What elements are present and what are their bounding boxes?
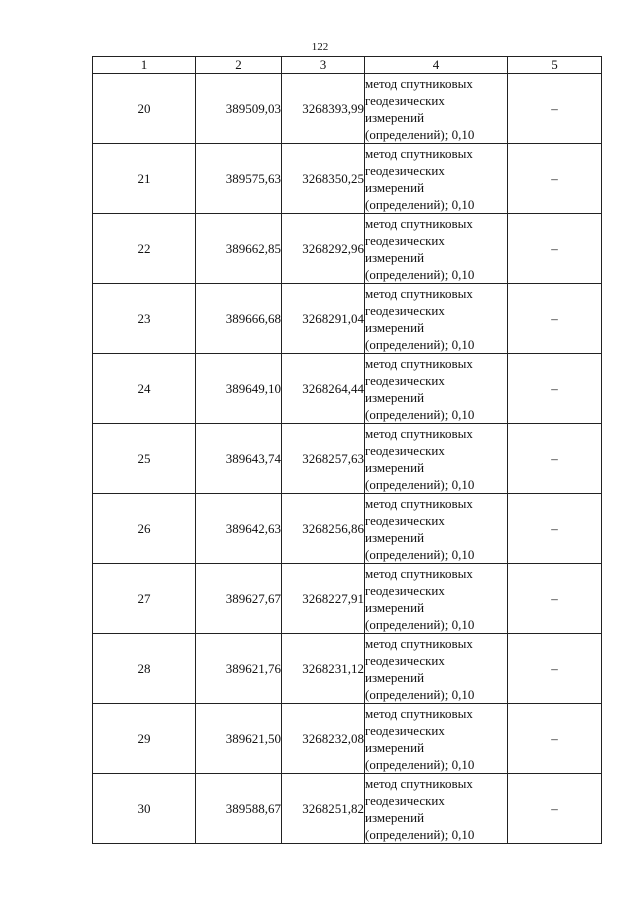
method-line: геодезических — [365, 442, 445, 458]
y-coordinate-cell: 3268251,82 — [282, 774, 365, 844]
accuracy-cell: – — [508, 144, 602, 214]
method-line: измерений — [365, 669, 425, 685]
x-coordinate-cell: 389649,10 — [196, 354, 282, 424]
x-coordinate-cell: 389643,74 — [196, 424, 282, 494]
accuracy-cell: – — [508, 74, 602, 144]
method-line: (определений); 0,10 — [365, 406, 475, 422]
method-cell — [365, 354, 508, 424]
method-cell — [365, 284, 508, 354]
column-header-5: 5 — [508, 57, 602, 74]
method-line: геодезических — [365, 792, 445, 808]
point-number-cell: 29 — [93, 704, 196, 774]
method-cell — [365, 704, 508, 774]
y-coordinate-cell: 3268393,99 — [282, 74, 365, 144]
y-coordinate-cell: 3268350,25 — [282, 144, 365, 214]
y-coordinate-cell: 3268232,08 — [282, 704, 365, 774]
table-row — [93, 214, 602, 284]
x-coordinate-cell: 389642,63 — [196, 494, 282, 564]
method-line: геодезических — [365, 232, 445, 248]
table-row — [93, 74, 602, 144]
method-line: (определений); 0,10 — [365, 126, 475, 142]
point-number-cell: 23 — [93, 284, 196, 354]
point-number-cell: 28 — [93, 634, 196, 704]
method-line: геодезических — [365, 722, 445, 738]
accuracy-cell: – — [508, 284, 602, 354]
accuracy-cell: – — [508, 354, 602, 424]
method-line: геодезических — [365, 92, 445, 108]
accuracy-cell: – — [508, 214, 602, 284]
method-cell — [365, 74, 508, 144]
table-row — [93, 284, 602, 354]
column-header-2: 2 — [196, 57, 282, 74]
method-line: (определений); 0,10 — [365, 616, 475, 632]
method-line: измерений — [365, 249, 425, 265]
table-body — [93, 57, 602, 844]
method-line: (определений); 0,10 — [365, 756, 475, 772]
method-line: метод спутниковых — [365, 635, 473, 651]
method-line: метод спутниковых — [365, 705, 473, 721]
coordinates-table — [92, 56, 602, 844]
method-line: геодезических — [365, 162, 445, 178]
accuracy-cell: – — [508, 704, 602, 774]
accuracy-cell: – — [508, 424, 602, 494]
method-line: измерений — [365, 109, 425, 125]
y-coordinate-cell: 3268264,44 — [282, 354, 365, 424]
method-line: (определений); 0,10 — [365, 336, 475, 352]
point-number-cell: 24 — [93, 354, 196, 424]
point-number-cell: 20 — [93, 74, 196, 144]
method-line: измерений — [365, 739, 425, 755]
table-row — [93, 564, 602, 634]
method-line: метод спутниковых — [365, 285, 473, 301]
method-cell — [365, 144, 508, 214]
method-cell — [365, 564, 508, 634]
method-line: измерений — [365, 599, 425, 615]
table-row — [93, 774, 602, 844]
table-row — [93, 704, 602, 774]
method-line: геодезических — [365, 512, 445, 528]
method-line: метод спутниковых — [365, 145, 473, 161]
y-coordinate-cell: 3268291,04 — [282, 284, 365, 354]
method-line: метод спутниковых — [365, 565, 473, 581]
x-coordinate-cell: 389588,67 — [196, 774, 282, 844]
x-coordinate-cell: 389627,67 — [196, 564, 282, 634]
point-number-cell: 26 — [93, 494, 196, 564]
y-coordinate-cell: 3268257,63 — [282, 424, 365, 494]
method-cell — [365, 634, 508, 704]
table-row — [93, 424, 602, 494]
method-line: геодезических — [365, 582, 445, 598]
method-cell — [365, 494, 508, 564]
point-number-cell: 25 — [93, 424, 196, 494]
point-number-cell: 22 — [93, 214, 196, 284]
method-line: измерений — [365, 319, 425, 335]
method-line: (определений); 0,10 — [365, 826, 475, 842]
method-line: (определений); 0,10 — [365, 476, 475, 492]
accuracy-cell: – — [508, 494, 602, 564]
method-line: измерений — [365, 179, 425, 195]
method-line: (определений); 0,10 — [365, 686, 475, 702]
method-line: метод спутниковых — [365, 75, 473, 91]
method-cell — [365, 214, 508, 284]
y-coordinate-cell: 3268292,96 — [282, 214, 365, 284]
method-line: измерений — [365, 389, 425, 405]
x-coordinate-cell: 389509,03 — [196, 74, 282, 144]
method-line: метод спутниковых — [365, 425, 473, 441]
method-line: геодезических — [365, 372, 445, 388]
table-row — [93, 354, 602, 424]
method-line: измерений — [365, 809, 425, 825]
page-number: 122 — [311, 41, 329, 53]
method-line: (определений); 0,10 — [365, 546, 475, 562]
method-cell — [365, 774, 508, 844]
point-number-cell: 21 — [93, 144, 196, 214]
method-line: измерений — [365, 459, 425, 475]
method-line: геодезических — [365, 302, 445, 318]
method-line: (определений); 0,10 — [365, 266, 475, 282]
point-number-cell: 27 — [93, 564, 196, 634]
method-line: геодезических — [365, 652, 445, 668]
accuracy-cell: – — [508, 564, 602, 634]
method-cell — [365, 424, 508, 494]
method-line: метод спутниковых — [365, 775, 473, 791]
x-coordinate-cell: 389621,50 — [196, 704, 282, 774]
column-header-3: 3 — [282, 57, 365, 74]
x-coordinate-cell: 389575,63 — [196, 144, 282, 214]
method-line: метод спутниковых — [365, 215, 473, 231]
table-row — [93, 494, 602, 564]
column-header-1: 1 — [93, 57, 196, 74]
table-row — [93, 144, 602, 214]
accuracy-cell: – — [508, 774, 602, 844]
point-number-cell: 30 — [93, 774, 196, 844]
accuracy-cell: – — [508, 634, 602, 704]
header-row — [93, 57, 602, 74]
y-coordinate-cell: 3268256,86 — [282, 494, 365, 564]
method-line: метод спутниковых — [365, 355, 473, 371]
x-coordinate-cell: 389666,68 — [196, 284, 282, 354]
method-line: (определений); 0,10 — [365, 196, 475, 212]
x-coordinate-cell: 389662,85 — [196, 214, 282, 284]
y-coordinate-cell: 3268231,12 — [282, 634, 365, 704]
x-coordinate-cell: 389621,76 — [196, 634, 282, 704]
method-line: измерений — [365, 529, 425, 545]
y-coordinate-cell: 3268227,91 — [282, 564, 365, 634]
method-line: метод спутниковых — [365, 495, 473, 511]
table-row — [93, 634, 602, 704]
column-header-4: 4 — [365, 57, 508, 74]
